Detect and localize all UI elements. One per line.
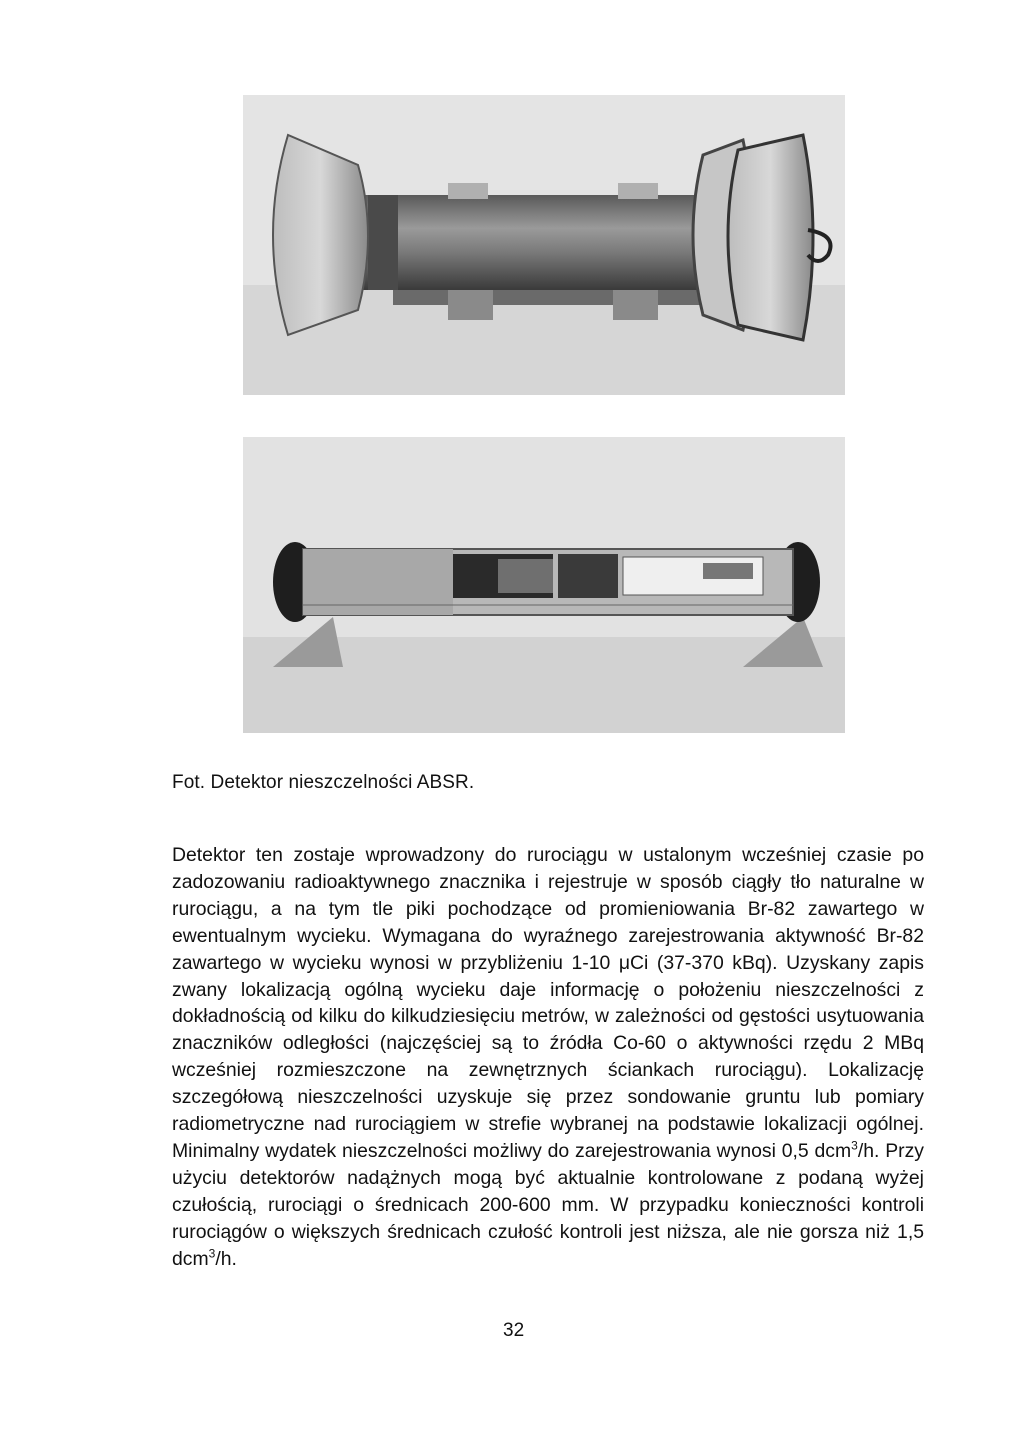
body-text-part-2: /h. Przy użyciu detektorów nadążnych mogą być aktualnie kontrolowane z podaną wyżej czułością, rurociągi o średnicach 200-600 mm. W przypadku konieczności kontroli rurociągów o większych średnicach czułość kontroli jest niższa, ale nie gorsza niż 1,5 dcm (172, 1139, 925, 1270)
body-text-part-3: /h. (215, 1247, 237, 1270)
superscript-3: 3 (208, 1246, 216, 1261)
detector-exterior-photo (243, 95, 845, 395)
body-paragraph (172, 842, 924, 1273)
detector-exterior-illustration (243, 95, 845, 395)
superscript-3: 3 (851, 1138, 858, 1153)
page-number: 32 (503, 1320, 525, 1341)
detector-interior-illustration (243, 437, 845, 733)
body-text-part-1: Detektor ten zostaje wprowadzony do rurociągu w ustalonym wcześniej czasie po zadozowaniu radioaktywnego znacznika i rejestruje w sposób ciągły tło naturalne w rurociągu, a na tym tle piki pochodzące od promieniowania Br-82 zawartego w ewentualnym wycieku. Wymagana do wyraźnego zarejestrowania aktywność Br-82 zawartego w wycieku wynosi w przybliżeniu 1-10 μCi (37-370 kBq). Uzyskany zapis zwany lokalizacją ogólną wycieku daje informację o położeniu nieszczelności z dokładnością od kilku do kilkudziesięciu metrów, w zależności od gęstości usytuowania znaczników odległości (najczęściej są to źródła Co-60 o aktywności rzędu 2 MBq wcześniej rozmieszczone na zewnętrznych ściankach rurociągu). Lokalizację szczegółową nieszczelności uzyskuje się przez sondowanie gruntu lub pomiary radiometryczne nad rurociągiem w strefie wybranej na podstawie lokalizacji ogólnej. Minimalny wydatek nieszczelności możliwy do zarejestrowania wynosi 0,5 dcm (172, 844, 924, 1162)
figure-caption: Fot. Detektor nieszczelności ABSR. (172, 772, 475, 793)
detector-interior-photo (243, 437, 845, 733)
